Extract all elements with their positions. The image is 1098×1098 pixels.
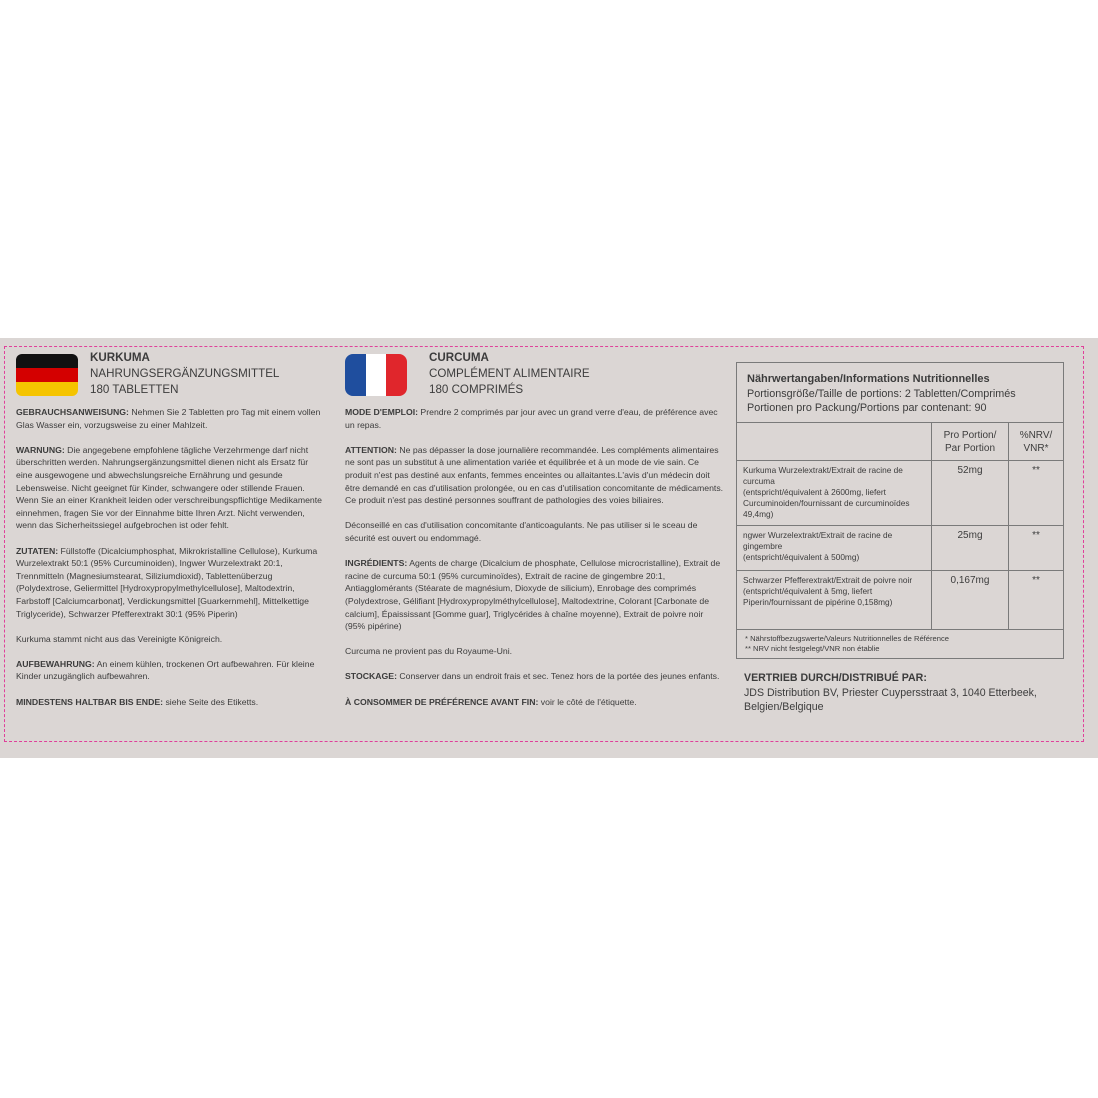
table-row — [737, 525, 1063, 570]
portions-per-pack: Portionen pro Packung/Portions par contenant: 90 — [747, 402, 987, 414]
paragraph-text: Conserver dans un endroit frais et sec. Tenez hors de la portée des jeunes enfants. — [396, 671, 720, 682]
nutrition-header — [737, 363, 1063, 423]
paragraph-label: MINDESTENS HALTBAR BIS ENDE: — [16, 696, 164, 707]
ingredient-cell — [737, 460, 932, 525]
german-column — [16, 350, 326, 721]
amount-cell: 0,167mg — [932, 570, 1009, 629]
paragraph-label: STOCKAGE: — [345, 671, 397, 682]
table-row — [737, 570, 1063, 629]
german-subtitle: NAHRUNGSERGÄNZUNGSMITTEL — [90, 367, 280, 380]
table-header-row — [737, 423, 1063, 461]
flag-stripe — [366, 354, 387, 396]
paragraph-text: Agents de charge (Dicalcium de phosphate, Cellulose microcristalline), Extrait de racine de curcuma 50:1 (95% curcuminoïdes), Extrait de racine de gingembre 20:1, Antiagglomérants (Stéarate de magnésium, Dioxyde de silicium), Enrobage des comprimés (Polydextrose, Gélifiant [Hydroxypropylméthylcellulose], Maltodextrine, Colorant [Carbonate de calcium], Épaississant [Gomme guar], Triglycérides à chaîne moyenne), Extrait de poivre noir (95% pipérine) — [345, 558, 721, 632]
nutrition-table — [737, 423, 1063, 630]
paragraph-text: Füllstoffe (Dicalciumphosphat, Mikrokristalline Cellulose), Kurkuma Wurzelextrakt 50:1 (95% Curcuminoiden), Ingwer Wurzelextrakt 20:1, Trennmitteln (Magnesiumstearat, Siliziumdioxid), Tablettenüberzug (Polydextrose, Geliermittel [Hydroxypropylmethylcellulose], Maltodextrin, Farbstoff [Calciumcarbonat], Verdickungsmittel [Guarkernmehl], Mittelkettige Triglyceride), Schwarzer Pfefferextrakt 30:1 (95% Piperin) — [16, 545, 318, 619]
ingredient-name: ngwer Wurzelextrakt/Extrait de racine de gingembre — [743, 529, 893, 551]
ingredient-detail: (entspricht/équivalent à 2600mg, liefert Curcuminoiden/fournissant de curcuminoïdes 49,4mg) — [743, 486, 910, 519]
paragraph-text: Nehmen Sie 2 Tabletten pro Tag mit einem vollen Glas Wasser ein, vorzugsweise zu einer Mahlzeit. — [16, 407, 321, 430]
french-paragraph — [345, 645, 725, 658]
distribution-address: JDS Distribution BV, Priester Cuypersstraat 3, 1040 Etterbeek, Belgien/Belgique — [744, 686, 1037, 713]
footnote-not-established: ** NRV nicht festgelegt/VNR non établie — [745, 643, 880, 653]
french-flag-icon — [345, 354, 407, 396]
german-header — [16, 350, 326, 406]
paragraph-text: Kurkuma stammt nicht aus das Vereinigte Königreich. — [16, 633, 223, 644]
paragraph-label: À CONSOMMER DE PRÉFÉRENCE AVANT FIN: — [345, 696, 539, 707]
flag-stripe — [16, 382, 78, 396]
paragraph-label: ATTENTION: — [345, 444, 397, 455]
ingredient-name: Schwarzer Pfefferextrakt/Extrait de poivre noir — [743, 574, 913, 585]
french-paragraph — [345, 444, 725, 507]
amount-cell: 25mg — [932, 525, 1009, 570]
header-cell-nrv: %NRV/ VNR* — [1009, 423, 1064, 461]
german-heading — [90, 350, 279, 398]
paragraph-text: Déconseillé en cas d'utilisation concomitante d'anticoagulants. Ne pas utiliser si le sceau de sécurité est ouvert ou endommagé. — [345, 520, 698, 543]
ingredient-detail: (entspricht/équivalent à 500mg) — [743, 551, 860, 562]
french-title: CURCUMA — [429, 351, 489, 364]
paragraph-label: GEBRAUCHSANWEISUNG: — [16, 407, 129, 417]
nrv-cell: ** — [1009, 460, 1064, 525]
portion-size: Portionsgröße/Taille de portions: 2 Tabletten/Comprimés — [747, 387, 1016, 400]
flag-stripe — [16, 354, 78, 368]
french-paragraph — [345, 519, 725, 544]
french-paragraph — [345, 670, 725, 683]
paragraph-text: Ne pas dépasser la dose journalière recommandée. Les compléments alimentaires ne sont pas un substitut à une alimentation variée et équilibrée et à un mode de vie sain. Ce produit n'est pas destiné aux enfants, femmes enceintes ou allaitantes.L'avis d'un médecin doit être demandé en cas d'utilisation prolongée, ou en cas d'utilisation concomitante de médicaments. Ce produit n'est pas destiné personnes souffrant de pathologies des voies biliaires. — [345, 444, 724, 506]
german-paragraph — [16, 633, 326, 646]
paragraph-label: WARNUNG: — [16, 444, 65, 455]
flag-stripe — [16, 368, 78, 382]
french-paragraph — [345, 557, 725, 633]
paragraph-text: voir le côté de l'étiquette. — [538, 696, 637, 707]
amount-cell: 52mg — [932, 460, 1009, 525]
german-paragraph — [16, 545, 326, 621]
german-paragraph — [16, 406, 326, 431]
nrv-cell: ** — [1009, 570, 1064, 629]
ingredient-cell — [737, 570, 932, 629]
german-paragraph — [16, 696, 326, 709]
distribution-label: VERTRIEB DURCH/DISTRIBUÉ PAR: — [744, 672, 927, 684]
footnote-nrv: * Nährstoffbezugswerte/Valeurs Nutritionnelles de Référence — [745, 633, 950, 643]
french-header — [345, 350, 725, 406]
ingredient-cell — [737, 525, 932, 570]
german-paragraph — [16, 658, 326, 683]
german-count: 180 TABLETTEN — [90, 383, 179, 396]
distribution-info — [744, 671, 1074, 715]
paragraph-label: ZUTATEN: — [16, 545, 59, 556]
french-paragraph — [345, 406, 725, 431]
french-column — [345, 350, 725, 721]
german-paragraph — [16, 444, 326, 532]
header-cell-empty — [737, 423, 932, 461]
ingredient-detail: (entspricht/équivalent à 5mg, liefert Piperin/fournissant de pipérine 0,158mg) — [743, 585, 893, 607]
paragraph-text: An einem kühlen, trockenen Ort aufbewahren. Für kleine Kinder unzugänglich aufbewahren. — [16, 658, 315, 682]
flag-stripe — [386, 354, 407, 396]
french-heading — [429, 350, 590, 398]
paragraph-text: Prendre 2 comprimés par jour avec un grand verre d'eau, de préférence avec un repas. — [345, 407, 718, 430]
german-flag-icon — [16, 354, 78, 396]
ingredient-name: Kurkuma Wurzelextrakt/Extrait de racine de curcuma — [743, 464, 903, 486]
paragraph-label: MODE D'EMPLOI: — [345, 407, 419, 417]
french-paragraph — [345, 696, 725, 709]
paragraph-text: Curcuma ne provient pas du Royaume-Uni. — [345, 646, 513, 657]
french-text — [345, 406, 725, 708]
flag-stripe — [345, 354, 366, 396]
german-title: KURKUMA — [90, 351, 150, 364]
nutrition-panel — [736, 362, 1064, 659]
german-text — [16, 406, 326, 708]
paragraph-text: siehe Seite des Etiketts. — [163, 696, 259, 707]
product-label — [0, 338, 1098, 758]
header-cell-per-portion: Pro Portion/ Par Portion — [932, 423, 1009, 461]
nutrition-footnotes — [737, 630, 1063, 658]
paragraph-label: INGRÉDIENTS: — [345, 558, 408, 569]
french-count: 180 COMPRIMÉS — [429, 383, 524, 396]
nrv-cell: ** — [1009, 525, 1064, 570]
french-subtitle: COMPLÉMENT ALIMENTAIRE — [429, 367, 590, 380]
nutrition-title: Nährwertangaben/Informations Nutritionnelles — [747, 373, 990, 385]
table-row — [737, 460, 1063, 525]
paragraph-label: AUFBEWAHRUNG: — [16, 658, 95, 669]
paragraph-text: Die angegebene empfohlene tägliche Verzehrmenge darf nicht überschritten werden. Nahrungsergänzungsmittel dienen nicht als Ersatz für eine ausgewogene und abwechslungsreiche Ernährung und gesunde Lebensweise. Nicht geeignet für Kinder, schwangere oder stillende Frauen. Wenn Sie an einer Krankheit leiden oder verschreibungspflichtige Medikamente einnehmen, fragen Sie vor der Einnahme bitte Ihren Arzt. Nicht verwenden, wenn das Sicherheitssiegel aufgebrochen ist oder fehlt. — [16, 444, 323, 531]
